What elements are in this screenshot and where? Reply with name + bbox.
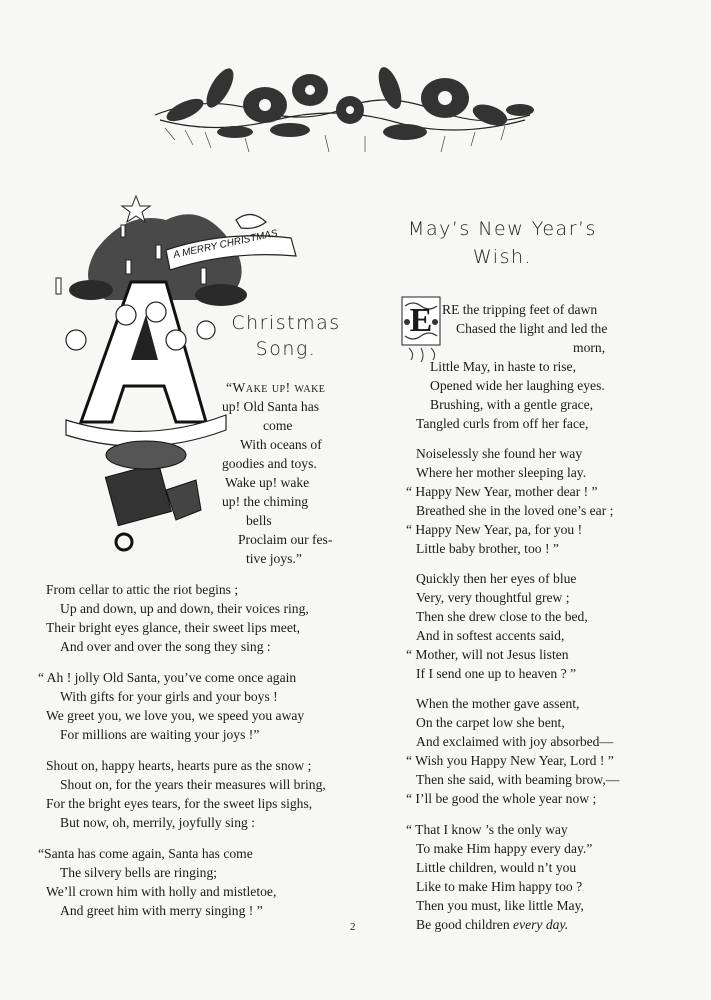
wish-line: Tangled curls from off her face, — [416, 416, 589, 431]
wish-line: Like to make Him happy too ? — [416, 879, 583, 894]
song-line: And over and over the song they sing : — [60, 639, 271, 654]
wish-line: morn, — [573, 340, 606, 355]
song-line: The silvery bells are ringing; — [60, 865, 218, 880]
intro-line: With oceans of — [240, 437, 322, 452]
wish-line: And exclaimed with joy absorbed— — [416, 734, 614, 749]
wish-line: Little baby brother, too ! ” — [416, 541, 559, 556]
intro-line: tive joys.” — [246, 551, 302, 566]
song-line: For the bright eyes tears, for the sweet lips sighs, — [46, 796, 313, 811]
christmas-song-title-line1: Christmas — [231, 312, 341, 334]
song-line: We greet you, we love you, we speed you away — [46, 708, 305, 723]
wish-line: “ Happy New Year, pa, for you ! — [406, 522, 583, 537]
song-line: But now, oh, merrily, joyfully sing : — [60, 815, 255, 830]
wish-line: When the mother gave assent, — [416, 696, 580, 711]
wish-line: “ I’ll be good the whole year now ; — [406, 791, 597, 806]
drop-cap-letter: E — [409, 302, 433, 339]
wish-line: On the carpet low she bent, — [416, 715, 565, 730]
intro-line: “Wake up! wake — [226, 380, 326, 395]
merry-christmas-banner-text: A MERRY CHRISTMAS — [172, 228, 279, 261]
song-line: Up and down, up and down, their voices ring, — [60, 601, 309, 616]
wish-line: Then you must, like little May, — [416, 898, 584, 913]
wish-line: Little May, in haste to rise, — [430, 359, 576, 374]
intro-line: up! Old Santa has — [222, 399, 320, 414]
song-line: “ Ah ! jolly Old Santa, you’ve come once again — [38, 670, 297, 685]
wish-last-line-italic: every day. — [513, 917, 569, 932]
song-line: Shout on, for the years their measures will bring, — [60, 777, 326, 792]
wish-line: And in softest accents said, — [416, 628, 565, 643]
wish-last-line-text: Be good children — [416, 917, 514, 932]
wish-line: Little children, would n’t you — [416, 860, 577, 875]
new-year-wish-title-line1: May’s New Year’s — [408, 218, 597, 240]
song-line: From cellar to attic the riot begins ; — [46, 582, 239, 597]
new-year-wish-title-line2: Wish. — [472, 246, 533, 268]
wish-line: RE the tripping feet of dawn — [442, 302, 598, 317]
wish-line: Noiselessly she found her way — [416, 446, 583, 461]
drop-cap-ornament — [401, 296, 441, 362]
intro-line: goodies and toys. — [222, 456, 317, 471]
song-line: Shout on, happy hearts, hearts pure as the snow ; — [46, 758, 312, 773]
wish-line: “ That I know ’s the only way — [406, 822, 568, 837]
wish-line: Then she drew close to the bed, — [416, 609, 588, 624]
floral-header-ornament — [145, 60, 540, 160]
wish-line: Where her mother sleeping lay. — [416, 465, 587, 480]
page-number: 2 — [350, 921, 356, 933]
wish-line: Chased the light and led the — [456, 321, 608, 336]
song-line: With gifts for your girls and your boys ! — [60, 689, 278, 704]
song-line: We’ll crown him with holly and mistletoe, — [46, 884, 277, 899]
song-line: Their bright eyes glance, their sweet lips meet, — [46, 620, 301, 635]
intro-line: up! the chiming — [222, 494, 309, 509]
christmas-song-title-line2: Song. — [255, 338, 317, 360]
wish-line: “ Wish you Happy New Year, Lord ! ” — [406, 753, 614, 768]
wish-line: “ Mother, will not Jesus listen — [406, 647, 569, 662]
wish-line: Opened wide her laughing eyes. — [430, 378, 605, 393]
intro-line: Wake up! wake — [225, 475, 310, 490]
song-line: And greet him with merry singing ! ” — [60, 903, 263, 918]
wish-line: Very, very thoughtful grew ; — [416, 590, 570, 605]
song-line: For millions are waiting your joys !” — [60, 727, 260, 742]
intro-line: come — [263, 418, 293, 433]
song-line: “Santa has come again, Santa has come — [38, 846, 253, 861]
wish-line: “ Happy New Year, mother dear ! ” — [406, 484, 598, 499]
wish-line: Then she said, with beaming brow,— — [416, 772, 620, 787]
wish-line: Quickly then her eyes of blue — [416, 571, 577, 586]
wish-last-line — [416, 915, 568, 934]
intro-line: bells — [246, 513, 272, 528]
wish-line: If I send one up to heaven ? ” — [416, 666, 577, 681]
intro-line: Proclaim our fes- — [238, 532, 333, 547]
wish-line: Breathed she in the loved one’s ear ; — [416, 503, 614, 518]
wish-line: Brushing, with a gentle grace, — [430, 397, 594, 412]
wish-line: To make Him happy every day.” — [416, 841, 593, 856]
